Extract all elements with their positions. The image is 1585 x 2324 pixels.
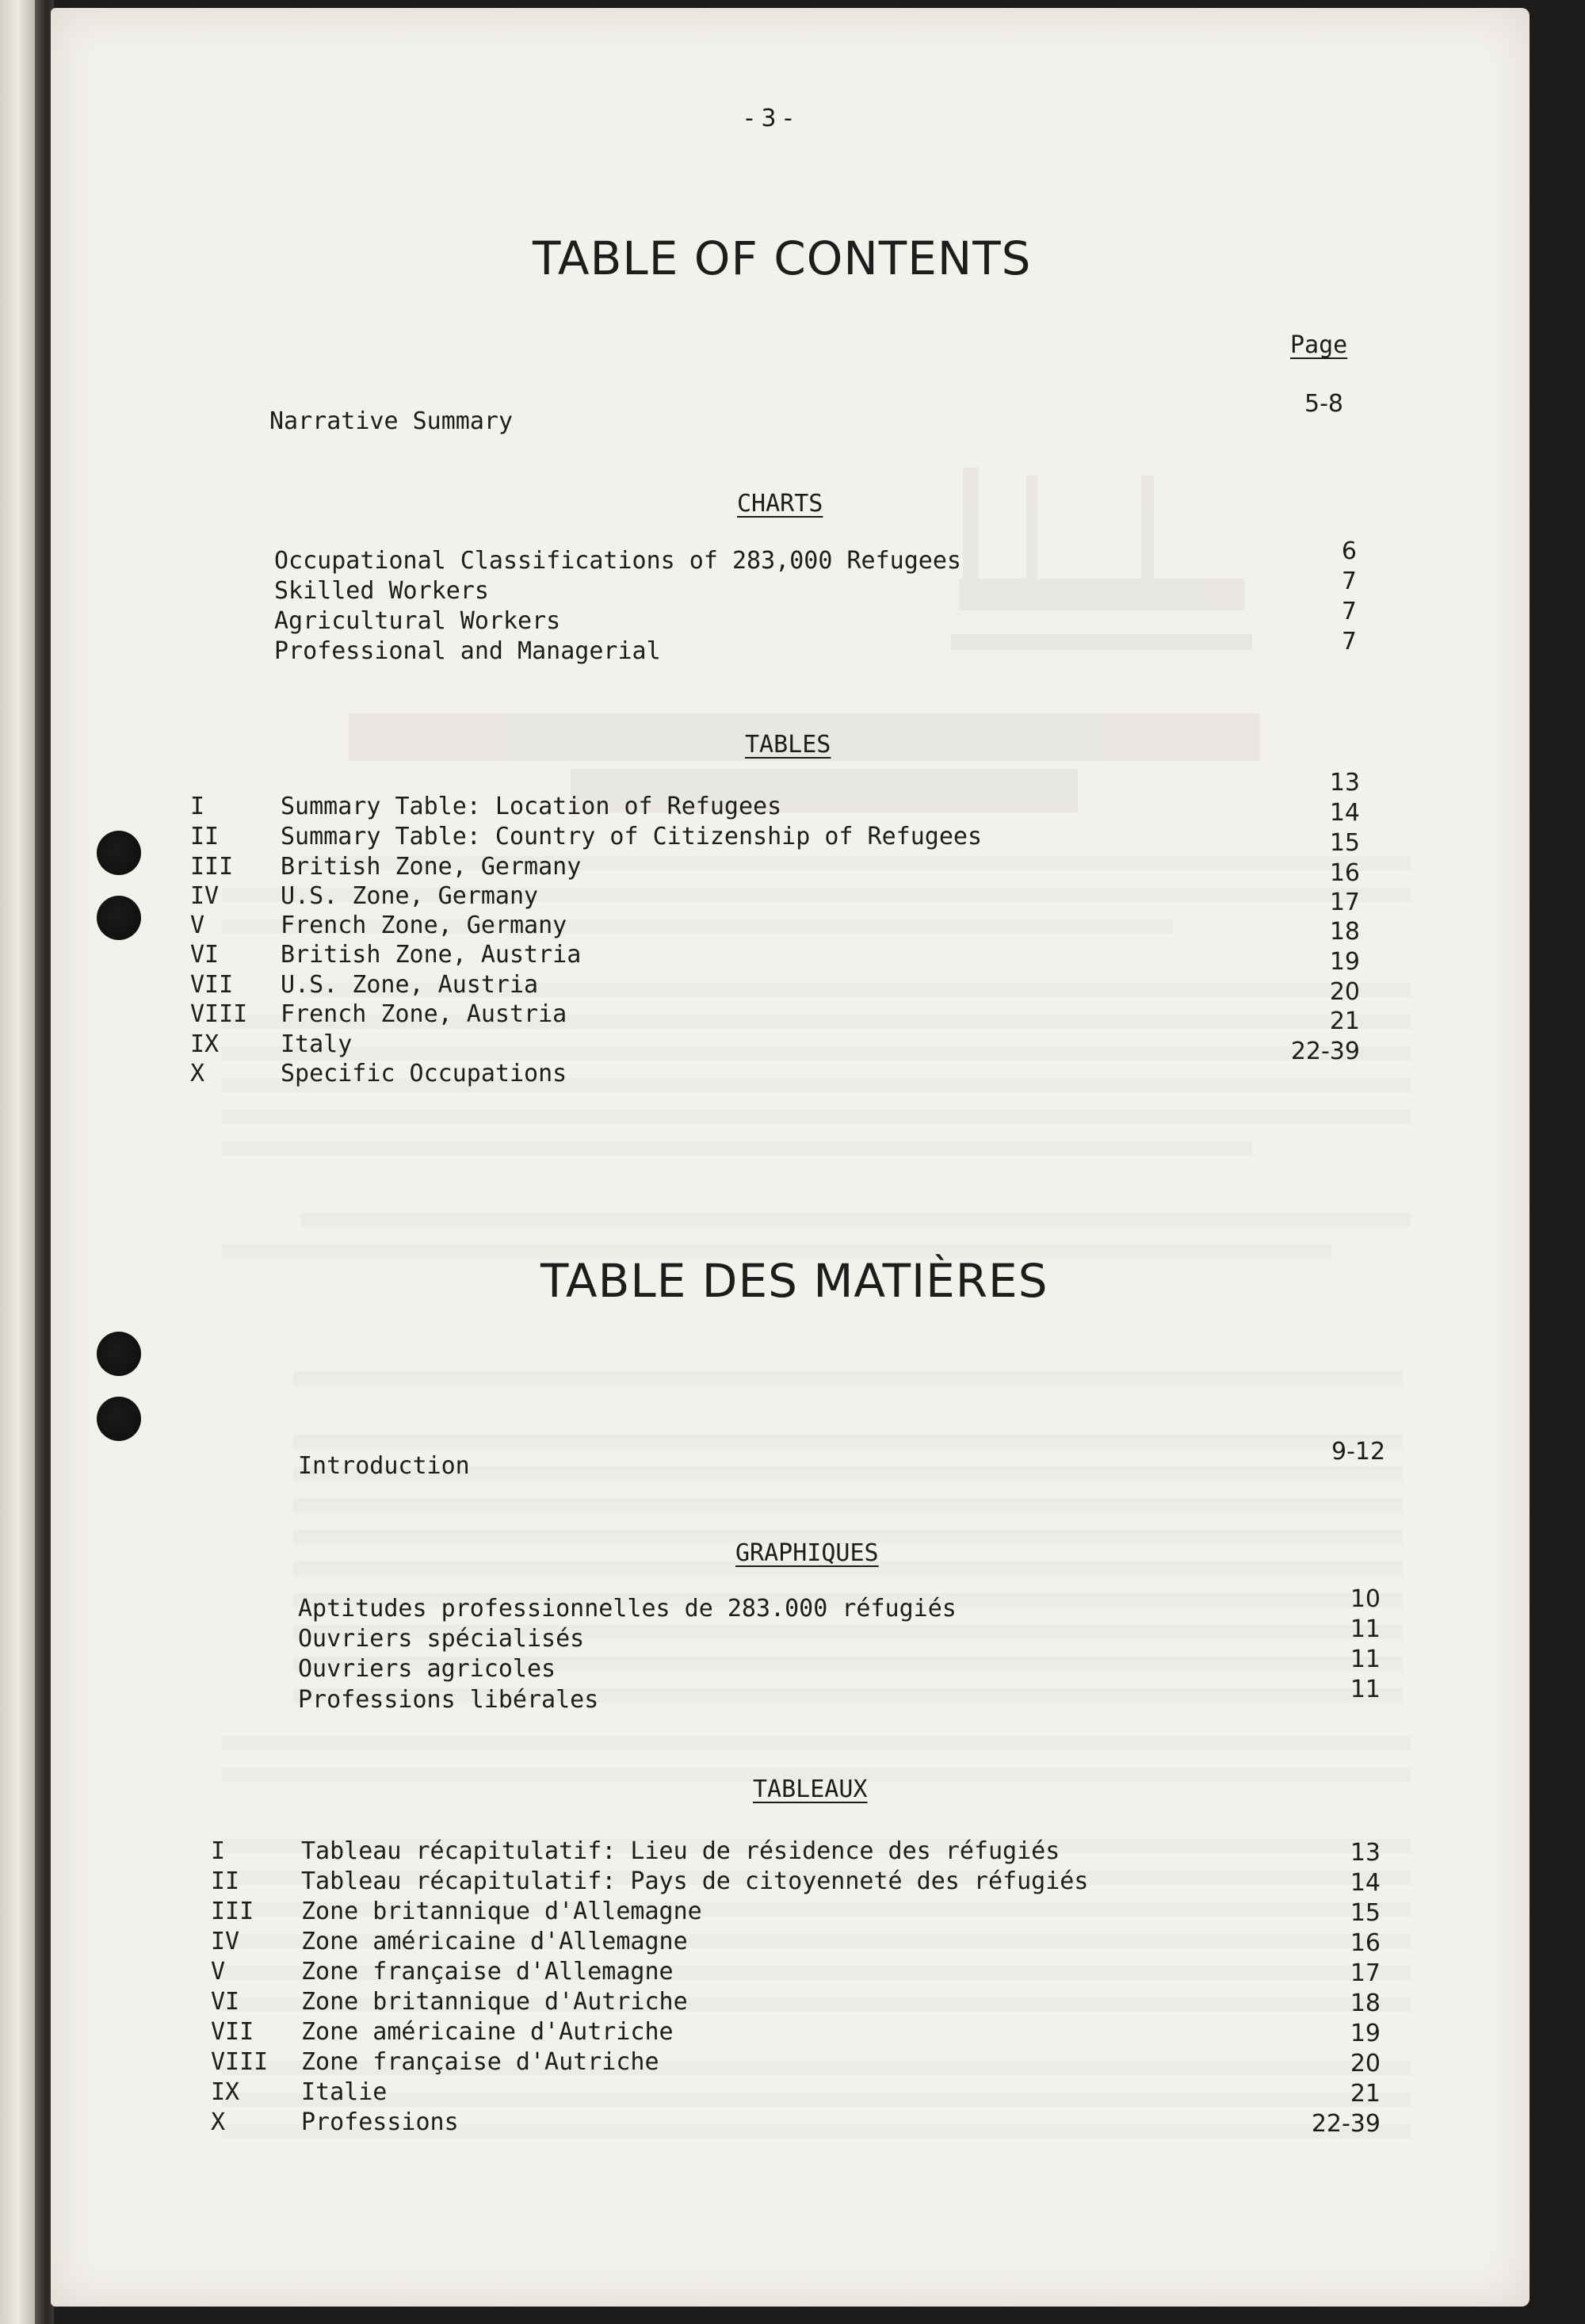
tableau-entry-page: 19	[1350, 2020, 1381, 2047]
tableau-entry-page: 17	[1350, 1959, 1381, 1987]
table-entry-page: 18	[1329, 918, 1360, 946]
table-entry-number: II	[190, 823, 220, 850]
graphique-entry-page: 11	[1350, 1615, 1381, 1643]
tableau-entry-page: 22-39	[1311, 2110, 1381, 2138]
table-entry-page: 13	[1329, 769, 1360, 797]
tableau-entry-label: Zone française d'Allemagne	[301, 1958, 674, 1986]
punch-hole	[97, 896, 141, 940]
tables-heading: TABLES	[745, 731, 831, 759]
table-entry-label: Specific Occupations	[281, 1060, 567, 1087]
graphique-entry-label: Professions libérales	[298, 1686, 599, 1714]
graphique-entry-label: Ouvriers spécialisés	[298, 1625, 585, 1653]
table-entry-label: U.S. Zone, Germany	[281, 882, 539, 910]
table-entry-page: 22-39	[1290, 1038, 1360, 1065]
tableau-entry-label: Zone américaine d'Allemagne	[301, 1928, 688, 1955]
table-entry-number: VII	[190, 971, 234, 999]
graphique-entry-page: 11	[1350, 1646, 1381, 1673]
graphique-entry-label: Ouvriers agricoles	[298, 1655, 556, 1683]
tableau-entry-number: I	[211, 1837, 226, 1865]
table-entry-number: V	[190, 912, 205, 939]
tableau-entry-label: Tableau récapitulatif: Lieu de résidence des réfugiés	[301, 1837, 1060, 1865]
tableau-entry-page: 15	[1350, 1899, 1381, 1927]
table-entry-page: 14	[1329, 799, 1360, 827]
tableau-entry-label: Professions	[301, 2108, 459, 2136]
table-entry-label: British Zone, Austria	[281, 941, 582, 969]
table-entry-page: 19	[1329, 948, 1360, 976]
table-entry-label: Summary Table: Location of Refugees	[281, 793, 782, 820]
tableau-entry-page: 13	[1350, 1839, 1381, 1867]
page-number: - 3 -	[745, 105, 792, 132]
graphique-entry-page: 11	[1350, 1676, 1381, 1703]
table-entry-number: VI	[190, 941, 220, 969]
table-entry-page: 20	[1329, 978, 1360, 1006]
tableau-entry-number: X	[211, 2108, 226, 2136]
chart-entry-page: 6	[1341, 537, 1357, 565]
table-entry-number: III	[190, 853, 234, 881]
introduction-pages: 9-12	[1331, 1438, 1386, 1466]
table-entry-page: 15	[1329, 829, 1360, 857]
chart-entry-page: 7	[1341, 598, 1357, 625]
table-entry-page: 17	[1329, 889, 1360, 916]
table-entry-number: I	[190, 793, 205, 820]
table-entry-number: IV	[190, 882, 220, 910]
tableau-entry-label: Zone américaine d'Autriche	[301, 2018, 674, 2046]
facing-page-edge	[0, 0, 35, 2324]
tableau-entry-number: II	[211, 1867, 240, 1895]
tableau-entry-page: 21	[1350, 2080, 1381, 2108]
tableau-entry-number: V	[211, 1958, 226, 1986]
tableau-entry-page: 16	[1350, 1929, 1381, 1957]
table-entry-number: IX	[190, 1030, 220, 1058]
graphique-entry-page: 10	[1350, 1585, 1381, 1613]
title-english: TABLE OF CONTENTS	[533, 231, 1032, 285]
page-column-header: Page	[1290, 331, 1348, 359]
tableaux-heading: TABLEAUX	[753, 1775, 868, 1803]
tableau-entry-number: III	[211, 1898, 254, 1925]
narrative-summary-pages: 5-8	[1304, 390, 1343, 418]
table-entry-page: 16	[1329, 859, 1360, 887]
tableau-entry-page: 20	[1350, 2050, 1381, 2077]
chart-entry-label: Occupational Classifications of 283,000 Refugees	[274, 547, 961, 575]
table-entry-label: French Zone, Germany	[281, 912, 567, 939]
tableau-entry-label: Tableau récapitulatif: Pays de citoyenneté des réfugiés	[301, 1867, 1089, 1895]
title-french: TABLE DES MATIÈRES	[540, 1254, 1048, 1308]
charts-heading: CHARTS	[737, 490, 823, 518]
table-entry-label: British Zone, Germany	[281, 853, 582, 881]
table-entry-number: VIII	[190, 1000, 248, 1028]
tableau-entry-number: VII	[211, 2018, 254, 2046]
tableau-entry-number: IV	[211, 1928, 240, 1955]
graphiques-heading: GRAPHIQUES	[735, 1539, 879, 1567]
table-entry-label: U.S. Zone, Austria	[281, 971, 539, 999]
punch-hole	[97, 1332, 141, 1376]
graphique-entry-label: Aptitudes professionnelles de 283.000 réfugiés	[298, 1595, 957, 1623]
introduction-label: Introduction	[298, 1452, 470, 1480]
table-entry-label: Italy	[281, 1030, 353, 1058]
tableau-entry-page: 18	[1350, 1990, 1381, 2017]
chart-entry-page: 7	[1341, 568, 1357, 595]
table-entry-label: French Zone, Austria	[281, 1000, 567, 1028]
tableau-entry-number: IX	[211, 2078, 240, 2106]
table-entry-page: 21	[1329, 1007, 1360, 1035]
tableau-entry-page: 14	[1350, 1869, 1381, 1897]
tableau-entry-number: VI	[211, 1988, 240, 2016]
tableau-entry-number: VIII	[211, 2048, 269, 2076]
chart-entry-page: 7	[1341, 628, 1357, 656]
punch-hole	[97, 831, 141, 875]
tableau-entry-label: Zone britannique d'Autriche	[301, 1988, 688, 2016]
table-entry-number: X	[190, 1060, 205, 1087]
narrative-summary-label: Narrative Summary	[269, 407, 514, 435]
chart-entry-label: Agricultural Workers	[274, 607, 561, 635]
tableau-entry-label: Italie	[301, 2078, 388, 2106]
chart-entry-label: Skilled Workers	[274, 577, 489, 605]
table-entry-label: Summary Table: Country of Citizenship of Refugees	[281, 823, 983, 850]
punch-hole	[97, 1397, 141, 1441]
tableau-entry-label: Zone britannique d'Allemagne	[301, 1898, 702, 1925]
chart-entry-label: Professional and Managerial	[274, 637, 661, 665]
tableau-entry-label: Zone française d'Autriche	[301, 2048, 659, 2076]
